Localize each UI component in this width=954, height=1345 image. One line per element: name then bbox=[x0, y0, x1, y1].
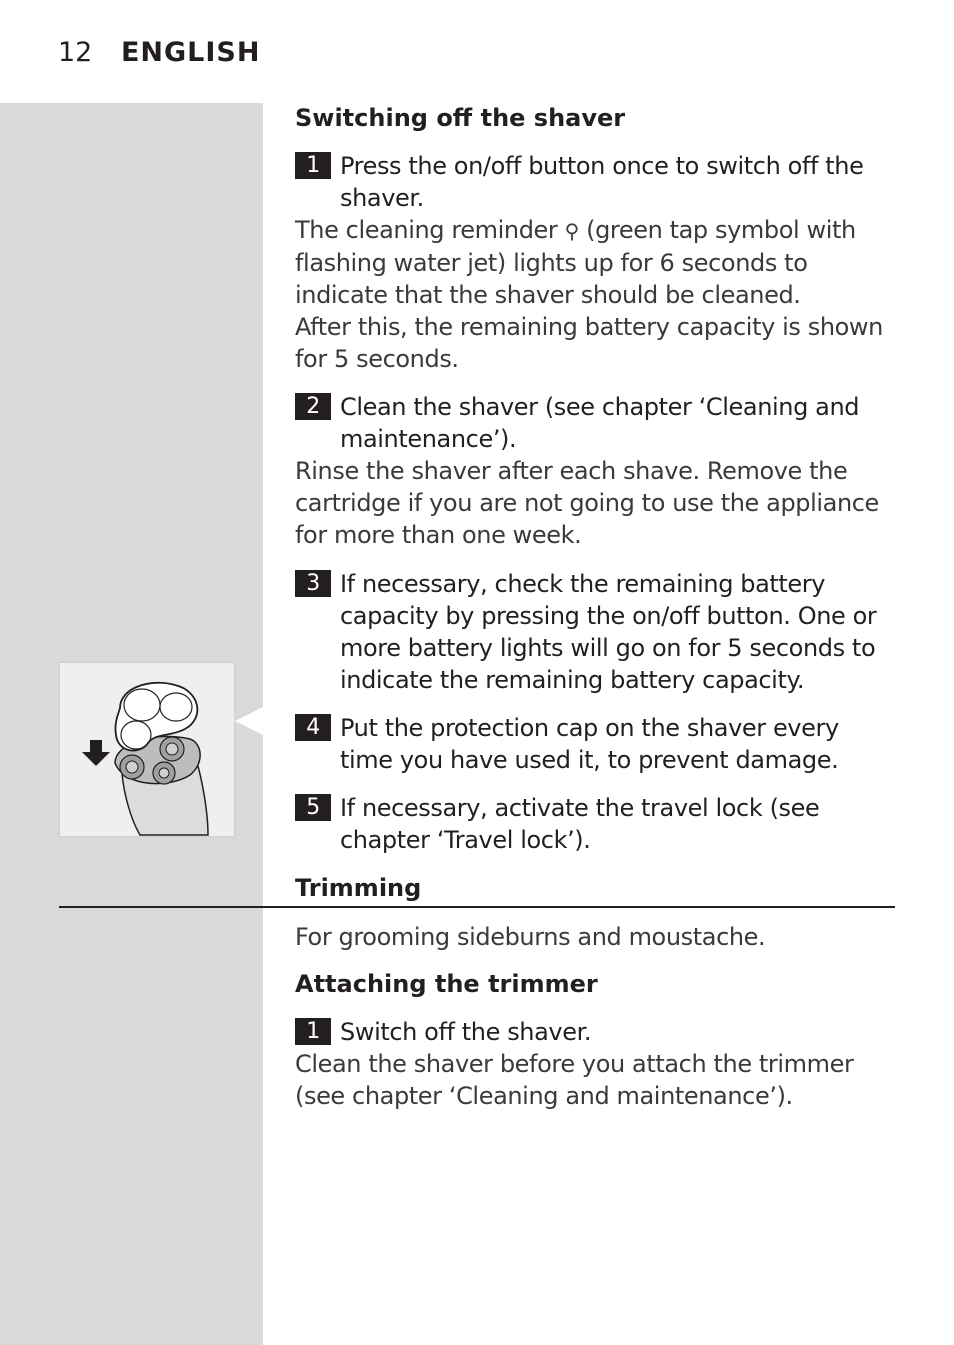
step-number: 3 bbox=[295, 570, 331, 597]
step-item bbox=[295, 150, 895, 214]
heading-trimming: Trimming bbox=[295, 874, 422, 902]
trimming-intro: For grooming sideburns and moustache. bbox=[295, 923, 766, 951]
main-content bbox=[295, 100, 895, 1112]
step-note: After this, the remaining battery capacity is shown for 5 seconds. bbox=[295, 313, 883, 373]
step-item bbox=[295, 568, 895, 696]
page-number: 12 bbox=[58, 37, 93, 68]
step-note-part: (green tap symbol with flashing water jet) lights up for 6 seconds to indicate that the shaver should be cleaned. bbox=[295, 216, 856, 309]
step-item bbox=[295, 1016, 895, 1048]
step-number: 1 bbox=[295, 1018, 331, 1045]
shaver-cap-svg bbox=[60, 663, 234, 836]
tap-icon: ⚲ bbox=[564, 219, 579, 243]
step-text: Press the on/off button once to switch off the shaver. bbox=[340, 152, 864, 212]
step-item bbox=[295, 792, 895, 856]
heading-attaching-trimmer: Attaching the trimmer bbox=[295, 970, 598, 998]
shaver-cap-illustration bbox=[59, 662, 235, 837]
figure-pointer bbox=[235, 707, 263, 735]
step-text: Clean the shaver (see chapter ‘Cleaning and maintenance’). bbox=[340, 393, 860, 453]
step-note-part: The cleaning reminder bbox=[295, 216, 558, 244]
step-item bbox=[295, 712, 895, 776]
language-title: ENGLISH bbox=[120, 37, 261, 68]
page-header bbox=[58, 34, 260, 72]
heading-switching-off: Switching off the shaver bbox=[295, 104, 626, 132]
step-number: 5 bbox=[295, 794, 331, 821]
step-text: If necessary, activate the travel lock (see chapter ‘Travel lock’). bbox=[340, 794, 820, 854]
down-arrow-icon bbox=[82, 740, 110, 766]
step-number: 4 bbox=[295, 714, 331, 741]
step-item bbox=[295, 391, 895, 455]
step-number: 1 bbox=[295, 152, 331, 179]
step-number: 2 bbox=[295, 393, 331, 420]
step-text: If necessary, check the remaining battery capacity by pressing the on/off button. One or more battery lights will go on for 5 seconds to indicate the remaining battery capacity. bbox=[340, 570, 877, 694]
step-text: Put the protection cap on the shaver every time you have used it, to prevent damage. bbox=[340, 714, 839, 774]
step-text: Switch off the shaver. bbox=[340, 1018, 592, 1046]
step-note: Clean the shaver before you attach the trimmer (see chapter ‘Cleaning and maintenance’). bbox=[295, 1050, 854, 1110]
step-note bbox=[295, 214, 895, 311]
step-note: Rinse the shaver after each shave. Remove the cartridge if you are not going to use the appliance for more than one week. bbox=[295, 457, 879, 549]
